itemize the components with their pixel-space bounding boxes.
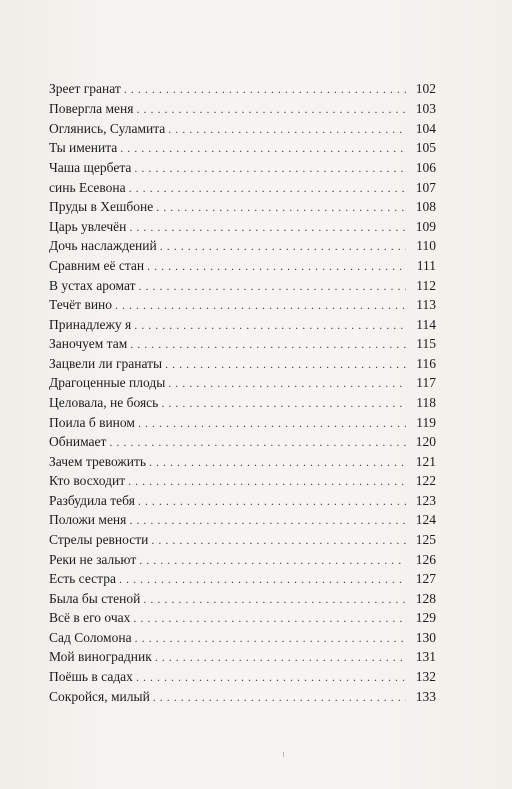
- dot-leader: [161, 396, 406, 411]
- dot-leader: [149, 455, 406, 470]
- toc-entry: [49, 454, 436, 473]
- toc-entry: [49, 512, 436, 531]
- toc-entry-page: 111: [416, 258, 436, 273]
- toc-entry: [49, 473, 436, 492]
- toc-entry: [49, 375, 436, 394]
- toc-entry-page: 105: [415, 140, 436, 155]
- toc-entry-title: Пруды в Хешбоне: [49, 199, 154, 214]
- dot-leader: [138, 416, 406, 431]
- toc-entry-title: Зацвели ли гранаты: [49, 356, 163, 371]
- toc-entry: [49, 689, 436, 708]
- toc-entry-title: Всё в его очах: [49, 610, 131, 625]
- toc-entry-title: Есть сестра: [49, 571, 116, 586]
- dot-leader: [128, 474, 406, 489]
- toc-entry-title: Зачем тревожить: [49, 454, 147, 469]
- toc-entry-title: Поёшь в садах: [49, 669, 133, 684]
- toc-entry-page: 127: [415, 571, 436, 586]
- dot-leader: [143, 592, 406, 607]
- toc-entry-page: 133: [415, 689, 436, 704]
- toc-entry: [49, 317, 436, 336]
- toc-entry-page: 117: [416, 375, 436, 390]
- toc-entry: [49, 493, 436, 512]
- toc-entry: [49, 278, 436, 297]
- toc-entry-title: Заночуем там: [49, 336, 128, 351]
- dot-leader: [130, 337, 406, 352]
- toc-entry-title: Течёт вино: [49, 297, 113, 312]
- toc-entry-page: 123: [415, 493, 436, 508]
- toc-entry-page: 128: [415, 591, 436, 606]
- dot-leader: [129, 220, 406, 235]
- dot-leader: [151, 533, 406, 548]
- toc-entry-title: Дочь наслаждений: [49, 238, 157, 253]
- toc-entry: [49, 395, 436, 414]
- dot-leader: [168, 376, 406, 391]
- toc-entry-page: 130: [415, 630, 436, 645]
- toc-entry-page: 126: [415, 552, 436, 567]
- dot-leader: [133, 611, 406, 626]
- toc-entry-page: 108: [415, 199, 436, 214]
- toc-entry-page: 116: [416, 356, 436, 371]
- toc-entry-title: Повергла меня: [49, 101, 134, 116]
- toc-entry: [49, 630, 436, 649]
- dot-leader: [153, 690, 406, 705]
- toc-entry-title: Мой виноградник: [49, 649, 152, 664]
- dot-leader: [156, 200, 406, 215]
- toc-entry-page: 121: [415, 454, 436, 469]
- toc-entry-page: 114: [416, 317, 436, 332]
- toc-entry-page: 110: [416, 238, 436, 253]
- dot-leader: [165, 357, 406, 372]
- toc-entry: [49, 434, 436, 453]
- dot-leader: [129, 513, 406, 528]
- toc-entry: [49, 199, 436, 218]
- toc-entry-page: 113: [416, 297, 436, 312]
- dot-leader: [139, 279, 406, 294]
- toc-entry-title: Принадлежу я: [49, 317, 132, 332]
- toc-entry: [49, 101, 436, 120]
- toc-entry: [49, 297, 436, 316]
- toc-entry-page: 119: [416, 415, 436, 430]
- toc-entry-title: Была бы стеной: [49, 591, 141, 606]
- toc-entry: [49, 552, 436, 571]
- dot-leader: [168, 122, 406, 137]
- dot-leader: [134, 161, 406, 176]
- toc-entry-page: 129: [415, 610, 436, 625]
- toc-entry-page: 106: [415, 160, 436, 175]
- toc-entry-page: 115: [416, 336, 436, 351]
- toc-entry-page: 103: [415, 101, 436, 116]
- toc-entry: [49, 121, 436, 140]
- toc-entry-title: Ты именита: [49, 140, 118, 155]
- dot-leader: [109, 435, 406, 450]
- toc-entry: [49, 415, 436, 434]
- toc-entry-title: Царь увлечён: [49, 219, 127, 234]
- toc-entry-title: В устах аромат: [49, 278, 136, 293]
- toc-entry-page: 109: [415, 219, 436, 234]
- toc-entry-page: 107: [415, 180, 436, 195]
- toc-entry-title: Разбудила тебя: [49, 493, 135, 508]
- toc-entry-page: 112: [416, 278, 436, 293]
- toc-entry-title: Стрелы ревности: [49, 532, 149, 547]
- toc-entry: [49, 160, 436, 179]
- toc-entry: [49, 571, 436, 590]
- toc-entry-page: 120: [415, 434, 436, 449]
- toc-entry: [49, 258, 436, 277]
- toc-entry-title: Сад Соломона: [49, 630, 132, 645]
- dot-leader: [119, 572, 406, 587]
- dot-leader: [136, 102, 406, 117]
- toc-entry: [49, 180, 436, 199]
- toc-entry: [49, 336, 436, 355]
- toc-entry: [49, 81, 436, 100]
- toc-entry: [49, 532, 436, 551]
- toc-entry-title: Поила б вином: [49, 415, 135, 430]
- toc-entry-page: 132: [415, 669, 436, 684]
- toc-entry-title: синь Есевона: [49, 180, 126, 195]
- toc-entry: [49, 140, 436, 159]
- dot-leader: [139, 553, 406, 568]
- toc-entry: [49, 591, 436, 610]
- toc-entry-page: 118: [416, 395, 436, 410]
- toc-entry: [49, 219, 436, 238]
- toc-entry-page: 125: [415, 532, 436, 547]
- toc-entry-page: 124: [415, 512, 436, 527]
- dot-leader: [129, 181, 406, 196]
- toc-entry: [49, 610, 436, 629]
- toc-entry: [49, 669, 436, 688]
- dot-leader: [135, 631, 406, 646]
- toc-entry-title: Сокройся, милый: [49, 689, 150, 704]
- toc-entry-title: Обнимает: [49, 434, 107, 449]
- toc-entry-title: Оглянись, Суламита: [49, 121, 166, 136]
- dot-leader: [124, 82, 406, 97]
- toc-entry-title: Положи меня: [49, 512, 127, 527]
- toc-entry: [49, 649, 436, 668]
- toc-entry-page: 122: [415, 473, 436, 488]
- toc-entry: [49, 356, 436, 375]
- toc-entry-title: Сравним её стан: [49, 258, 145, 273]
- toc-entry-title: Драгоценные плоды: [49, 375, 166, 390]
- toc-entry-title: Кто восходит: [49, 473, 126, 488]
- toc-entry-title: Чаша щербета: [49, 160, 132, 175]
- dot-leader: [155, 650, 406, 665]
- toc-entry-page: 131: [415, 649, 436, 664]
- dot-leader: [115, 298, 406, 313]
- toc-entry: [49, 238, 436, 257]
- dot-leader: [160, 239, 406, 254]
- page-mark: [283, 752, 284, 757]
- toc-entry-title: Целовала, не боясь: [49, 395, 159, 410]
- toc-entry-page: 104: [415, 121, 436, 136]
- dot-leader: [136, 670, 406, 685]
- toc-entry-title: Зреет гранат: [49, 81, 121, 96]
- dot-leader: [147, 259, 406, 274]
- toc-entry-page: 102: [415, 81, 436, 96]
- dot-leader: [120, 141, 406, 156]
- toc-entry-title: Реки не зальют: [49, 552, 137, 567]
- dot-leader: [138, 494, 406, 509]
- dot-leader: [134, 318, 406, 333]
